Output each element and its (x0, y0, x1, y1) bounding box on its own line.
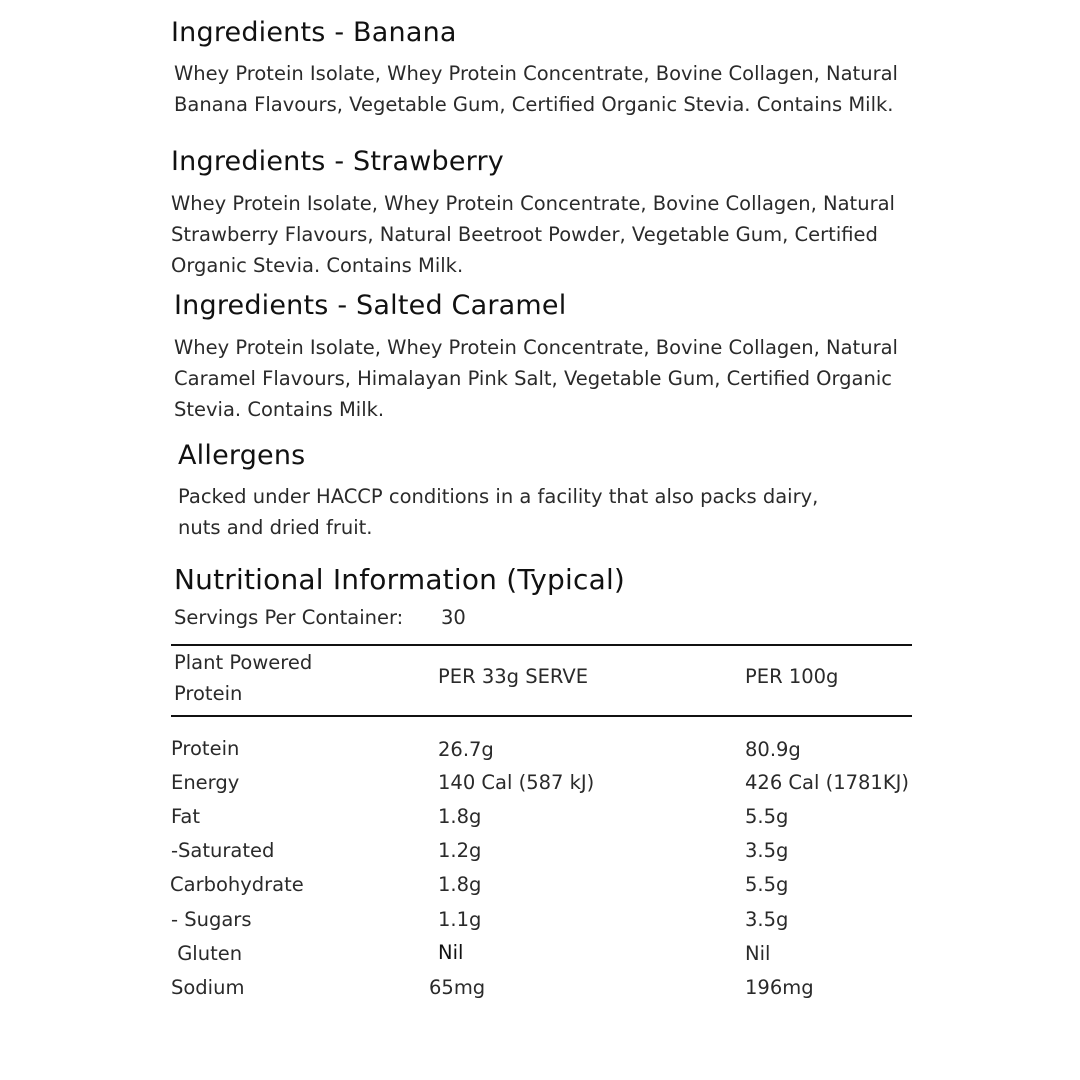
caramel-heading: Ingredients - Salted Caramel (174, 290, 567, 321)
allergens-line: nuts and dried fruit. (178, 516, 373, 539)
table-header-per-serve: PER 33g SERVE (438, 665, 589, 688)
row-name-fat: Fat (171, 805, 201, 828)
strawberry-ingredients-line: Organic Stevia. Contains Milk. (171, 254, 464, 277)
caramel-ingredients-line: Whey Protein Isolate, Whey Protein Concentrate, Bovine Collagen, Natural (174, 336, 898, 359)
row-per100-protein: 80.9g (745, 738, 801, 761)
banana-ingredients-line: Banana Flavours, Vegetable Gum, Certified Organic Stevia. Contains Milk. (174, 93, 894, 116)
row-serve-gluten: Nil (438, 941, 464, 964)
table-header-product: Plant Powered (174, 651, 313, 674)
row-serve-carbohydrate: 1.8g (438, 873, 482, 896)
table-header-product: Protein (174, 682, 243, 705)
allergens-line: Packed under HACCP conditions in a facility that also packs dairy, (178, 485, 819, 508)
row-per100-saturated: 3.5g (745, 839, 789, 862)
row-serve-sodium: 65mg (429, 976, 486, 999)
row-name-energy: Energy (171, 771, 240, 794)
strawberry-ingredients-line: Strawberry Flavours, Natural Beetroot Powder, Vegetable Gum, Certified (171, 223, 878, 246)
row-serve-sugars: 1.1g (438, 908, 482, 931)
strawberry-heading: Ingredients - Strawberry (171, 146, 504, 177)
caramel-ingredients-line: Caramel Flavours, Himalayan Pink Salt, Vegetable Gum, Certified Organic (174, 367, 892, 390)
row-per100-carbohydrate: 5.5g (745, 873, 789, 896)
caramel-ingredients-line: Stevia. Contains Milk. (174, 398, 385, 421)
row-name-protein: Protein (171, 737, 240, 760)
row-name-saturated: -Saturated (171, 839, 275, 862)
row-name-sugars: - Sugars (171, 908, 252, 931)
servings-value: 30 (441, 606, 466, 629)
row-per100-sugars: 3.5g (745, 908, 789, 931)
banana-ingredients-line: Whey Protein Isolate, Whey Protein Concentrate, Bovine Collagen, Natural (174, 62, 898, 85)
row-per100-sodium: 196mg (745, 976, 814, 999)
row-serve-saturated: 1.2g (438, 839, 482, 862)
row-per100-energy: 426 Cal (1781KJ) (745, 771, 909, 794)
row-per100-fat: 5.5g (745, 805, 789, 828)
row-serve-energy: 140 Cal (587 kJ) (438, 771, 595, 794)
servings-label: Servings Per Container: (174, 606, 404, 629)
table-top-rule (171, 644, 912, 646)
row-name-gluten: Gluten (171, 942, 243, 965)
row-serve-protein: 26.7g (438, 738, 494, 761)
banana-heading: Ingredients - Banana (171, 17, 457, 48)
row-name-sodium: Sodium (171, 976, 245, 999)
nutrition-heading: Nutritional Information (Typical) (174, 563, 626, 596)
row-per100-gluten: Nil (745, 942, 771, 965)
strawberry-ingredients-line: Whey Protein Isolate, Whey Protein Concentrate, Bovine Collagen, Natural (171, 192, 895, 215)
table-header-rule (171, 715, 912, 717)
table-header-per-100g: PER 100g (745, 665, 839, 688)
allergens-heading: Allergens (178, 440, 306, 471)
row-name-carbohydrate: Carbohydrate (170, 873, 304, 896)
row-serve-fat: 1.8g (438, 805, 482, 828)
